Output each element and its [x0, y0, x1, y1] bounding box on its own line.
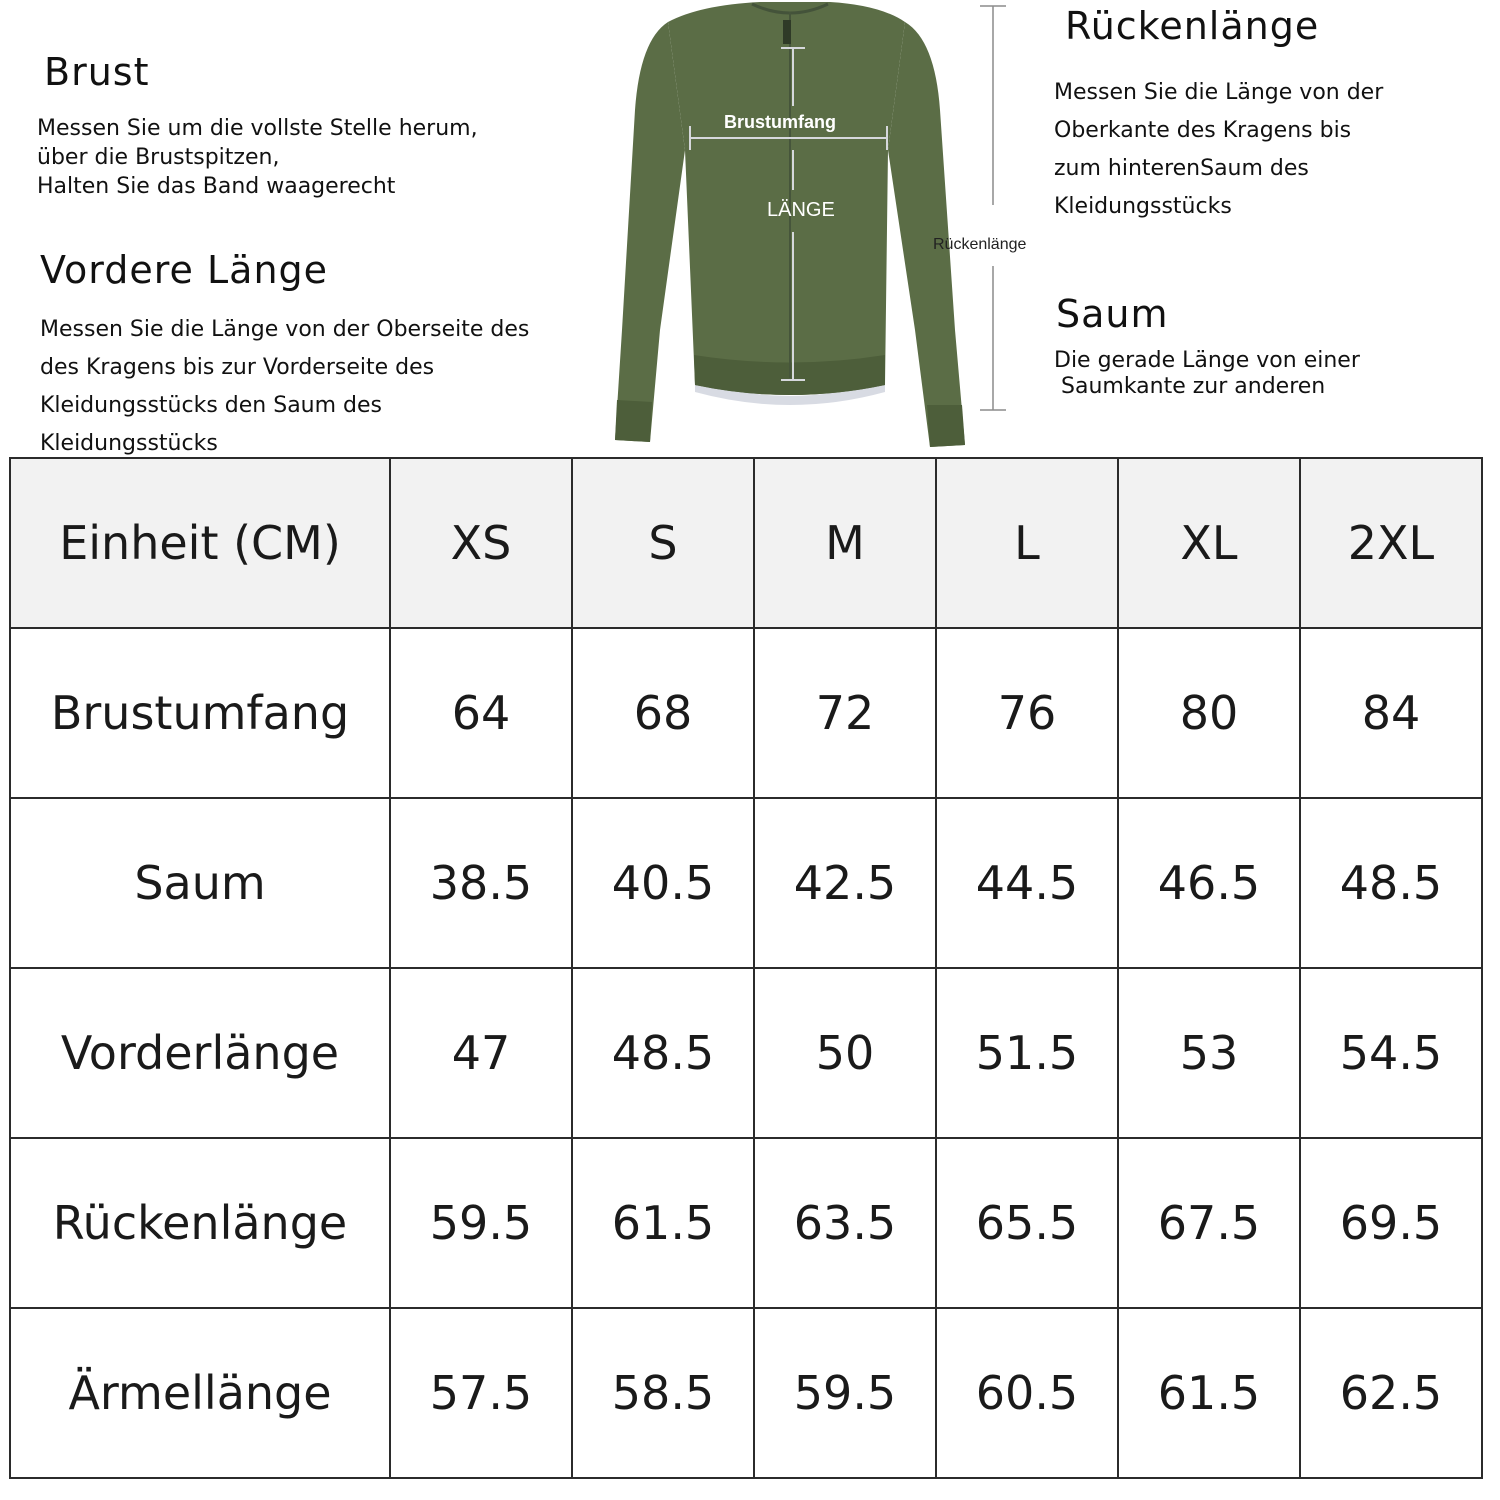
table-row	[10, 1308, 1482, 1478]
table-cell: 54.5	[1300, 968, 1482, 1138]
table-header-row	[10, 458, 1482, 628]
size-header-xs: XS	[390, 458, 572, 628]
saum-description	[1054, 348, 1360, 400]
jersey-right-cuff	[927, 405, 965, 447]
table-cell: 84	[1300, 628, 1482, 798]
table-cell: 61.5	[572, 1138, 754, 1308]
brust-description	[37, 114, 478, 201]
back-length-label: Rückenlänge	[933, 236, 1027, 253]
table-cell: 59.5	[754, 1308, 936, 1478]
rueckenlaenge-line: Oberkante des Kragens bis	[1054, 118, 1352, 143]
brust-line: Halten Sie das Band waagerecht	[37, 174, 396, 199]
table-cell: 48.5	[572, 968, 754, 1138]
vordere-laenge-description	[40, 311, 529, 463]
saum-line: Die gerade Länge von einer	[1054, 348, 1360, 373]
table-cell: 44.5	[936, 798, 1118, 968]
row-label: Ärmellänge	[10, 1308, 390, 1478]
table-cell: 53	[1118, 968, 1300, 1138]
table-cell: 72	[754, 628, 936, 798]
vordere-laenge-line: des Kragens bis zur Vorderseite des	[40, 355, 435, 380]
jersey-left-cuff	[615, 400, 652, 442]
saum-heading: Saum	[1056, 292, 1169, 336]
vordere-laenge-line: Kleidungsstücks den Saum des	[40, 393, 382, 418]
table-cell: 63.5	[754, 1138, 936, 1308]
table-row	[10, 1138, 1482, 1308]
row-label: Saum	[10, 798, 390, 968]
table-cell: 50	[754, 968, 936, 1138]
size-header-m: M	[754, 458, 936, 628]
rueckenlaenge-line: zum hinterenSaum des	[1054, 156, 1309, 181]
vordere-laenge-line: Kleidungsstücks	[40, 431, 218, 456]
table-cell: 68	[572, 628, 754, 798]
table-cell: 59.5	[390, 1138, 572, 1308]
brust-line: über die Brustspitzen,	[37, 145, 280, 170]
jersey-zip-pull	[783, 20, 791, 44]
brust-line: Messen Sie um die vollste Stelle herum,	[37, 116, 478, 141]
chest-measure-label: Brustumfang	[724, 112, 836, 132]
table-cell: 60.5	[936, 1308, 1118, 1478]
table-row	[10, 628, 1482, 798]
table-cell: 61.5	[1118, 1308, 1300, 1478]
table-cell: 48.5	[1300, 798, 1482, 968]
rueckenlaenge-heading: Rückenlänge	[1065, 4, 1320, 48]
rueckenlaenge-line: Kleidungsstücks	[1054, 194, 1232, 219]
size-chart-table	[9, 457, 1483, 1479]
table-cell: 38.5	[390, 798, 572, 968]
row-label: Vorderlänge	[10, 968, 390, 1138]
rueckenlaenge-description	[1054, 74, 1383, 226]
table-cell: 69.5	[1300, 1138, 1482, 1308]
table-cell: 62.5	[1300, 1308, 1482, 1478]
size-header-xl: XL	[1118, 458, 1300, 628]
table-cell: 40.5	[572, 798, 754, 968]
size-header-2xl: 2XL	[1300, 458, 1482, 628]
table-cell: 46.5	[1118, 798, 1300, 968]
brust-heading: Brust	[44, 50, 150, 94]
vordere-laenge-line: Messen Sie die Länge von der Oberseite des	[40, 317, 530, 342]
jersey-right-sleeve	[888, 22, 965, 447]
front-length-label: LÄNGE	[767, 199, 835, 221]
size-header-l: L	[936, 458, 1118, 628]
vordere-laenge-heading: Vordere Länge	[40, 248, 329, 292]
table-cell: 76	[936, 628, 1118, 798]
table-cell: 51.5	[936, 968, 1118, 1138]
unit-header: Einheit (CM)	[10, 458, 390, 628]
table-cell: 47	[390, 968, 572, 1138]
table-cell: 64	[390, 628, 572, 798]
jersey-left-sleeve	[615, 22, 685, 442]
table-row	[10, 968, 1482, 1138]
table-cell: 57.5	[390, 1308, 572, 1478]
table-cell: 80	[1118, 628, 1300, 798]
rueckenlaenge-line: Messen Sie die Länge von der	[1054, 80, 1384, 105]
table-cell: 65.5	[936, 1138, 1118, 1308]
row-label: Rückenlänge	[10, 1138, 390, 1308]
table-cell: 67.5	[1118, 1138, 1300, 1308]
size-header-s: S	[572, 458, 754, 628]
table-cell: 42.5	[754, 798, 936, 968]
table-row	[10, 798, 1482, 968]
row-label: Brustumfang	[10, 628, 390, 798]
table-cell: 58.5	[572, 1308, 754, 1478]
saum-line: Saumkante zur anderen	[1054, 374, 1326, 399]
jersey-diagram	[600, 0, 1080, 455]
